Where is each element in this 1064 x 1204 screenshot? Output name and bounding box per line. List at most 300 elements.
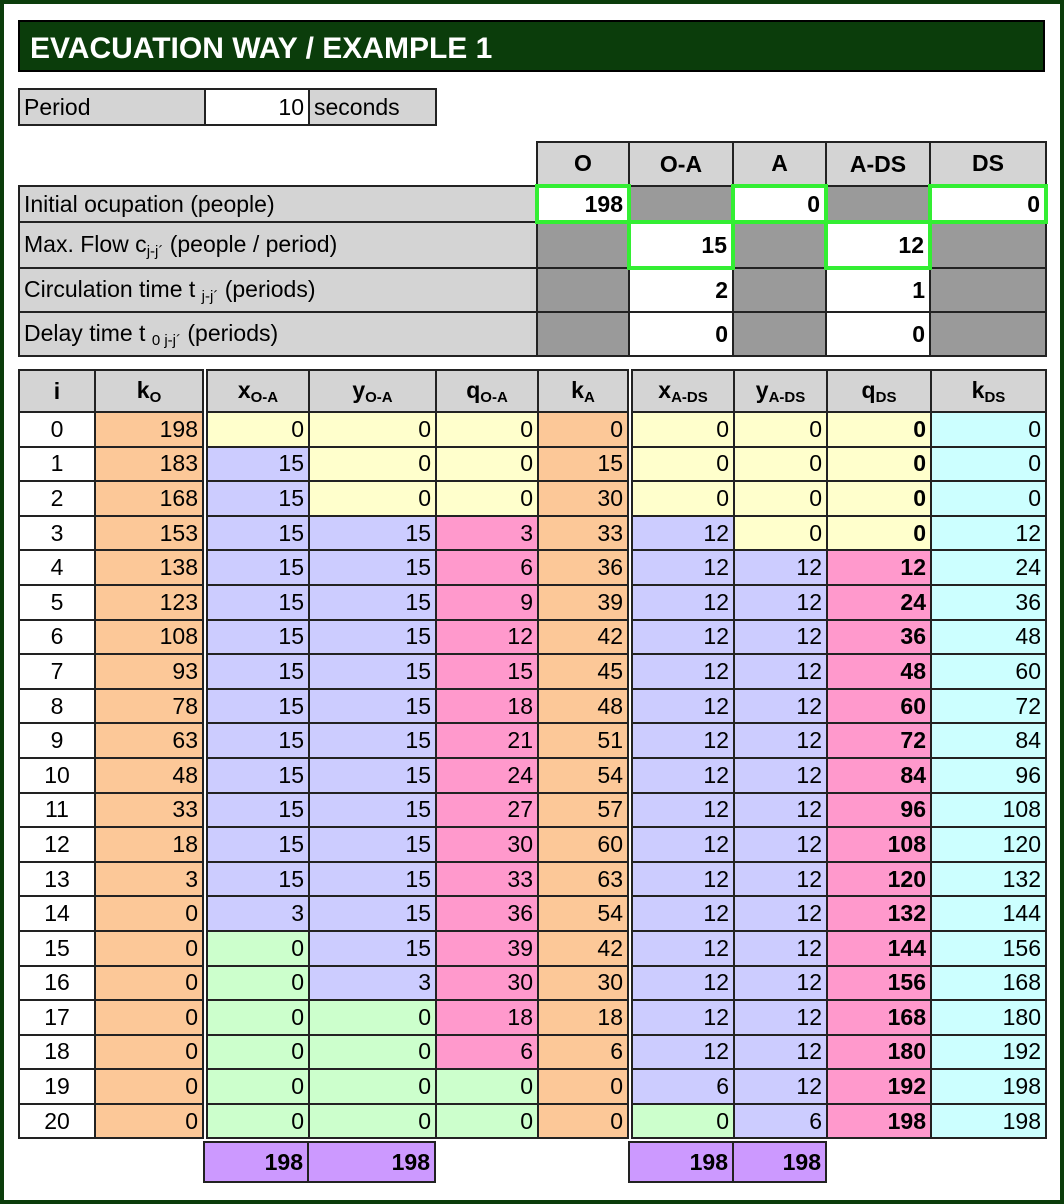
data-cell[interactable]: 123 — [95, 585, 205, 620]
simulation-header-row — [19, 370, 1046, 412]
totals-blank-qoa — [435, 1142, 537, 1182]
total-y-oa[interactable]: 198 — [308, 1142, 435, 1182]
data-cell[interactable]: 12 — [734, 723, 827, 758]
period-table — [18, 88, 437, 126]
data-cell[interactable]: 138 — [95, 550, 205, 585]
data-cell[interactable]: 0 — [205, 931, 309, 966]
data-cell[interactable]: 168 — [827, 1000, 931, 1035]
data-cell[interactable]: 12 — [630, 896, 734, 931]
data-cell[interactable]: 12 — [630, 620, 734, 655]
table-row — [19, 1035, 1046, 1070]
maxflow-oa-cell[interactable]: 15 — [629, 222, 733, 268]
data-cell[interactable]: 0 — [309, 412, 436, 447]
data-cell[interactable]: 12 — [734, 1000, 827, 1035]
data-cell[interactable]: 30 — [538, 481, 630, 516]
data-cell[interactable]: 0 — [309, 481, 436, 516]
table-row — [19, 654, 1046, 689]
data-cell[interactable]: 0 — [734, 412, 827, 447]
data-cell[interactable]: 42 — [538, 931, 630, 966]
row-index: 12 — [19, 827, 95, 862]
data-cell[interactable]: 60 — [538, 827, 630, 862]
data-cell[interactable]: 144 — [931, 896, 1046, 931]
data-cell[interactable]: 6 — [630, 1069, 734, 1104]
data-cell[interactable]: 192 — [931, 1035, 1046, 1070]
circ-ads-cell[interactable]: 1 — [826, 268, 930, 312]
data-cell[interactable]: 84 — [827, 758, 931, 793]
column-header — [734, 370, 827, 412]
data-cell[interactable]: 15 — [309, 654, 436, 689]
row-index: 13 — [19, 862, 95, 897]
totals-table — [18, 1141, 1045, 1183]
delay-ds-gray — [930, 312, 1046, 356]
data-cell[interactable]: 144 — [827, 931, 931, 966]
row-index: 16 — [19, 966, 95, 1001]
total-x-ads[interactable]: 198 — [629, 1142, 733, 1182]
data-cell[interactable]: 48 — [538, 689, 630, 724]
data-cell[interactable]: 84 — [931, 723, 1046, 758]
data-cell[interactable]: 6 — [734, 1104, 827, 1139]
data-cell[interactable]: 15 — [538, 447, 630, 482]
data-cell[interactable]: 18 — [436, 689, 538, 724]
data-cell[interactable]: 33 — [538, 516, 630, 551]
data-cell[interactable]: 15 — [309, 931, 436, 966]
data-cell[interactable]: 12 — [734, 689, 827, 724]
circ-oa-cell[interactable]: 2 — [629, 268, 733, 312]
data-cell[interactable]: 36 — [827, 620, 931, 655]
data-cell[interactable]: 15 — [436, 654, 538, 689]
header-node-ds: DS — [930, 142, 1046, 186]
data-cell[interactable]: 108 — [931, 793, 1046, 828]
column-header-sub: O-A — [480, 388, 508, 406]
data-cell[interactable]: 12 — [827, 550, 931, 585]
data-cell[interactable]: 0 — [309, 1035, 436, 1070]
data-cell[interactable]: 63 — [538, 862, 630, 897]
params-header-blank — [19, 142, 537, 186]
circ-label-pre: Circulation time t — [24, 275, 202, 302]
data-cell[interactable]: 36 — [436, 896, 538, 931]
data-cell[interactable]: 57 — [538, 793, 630, 828]
data-cell[interactable]: 12 — [734, 620, 827, 655]
table-row — [19, 1069, 1046, 1104]
column-header-sub: A — [583, 388, 595, 406]
data-cell[interactable]: 12 — [931, 516, 1046, 551]
data-cell[interactable]: 12 — [734, 550, 827, 585]
data-cell[interactable]: 108 — [95, 620, 205, 655]
data-cell[interactable]: 0 — [827, 481, 931, 516]
column-header-main: k — [971, 376, 985, 403]
data-cell[interactable]: 0 — [95, 1069, 205, 1104]
data-cell[interactable]: 12 — [734, 585, 827, 620]
data-cell[interactable]: 12 — [734, 654, 827, 689]
data-cell[interactable]: 0 — [205, 1104, 309, 1139]
data-cell[interactable]: 15 — [309, 516, 436, 551]
data-cell[interactable]: 15 — [205, 862, 309, 897]
data-cell[interactable]: 12 — [630, 585, 734, 620]
data-cell[interactable]: 72 — [931, 689, 1046, 724]
data-cell[interactable]: 12 — [734, 931, 827, 966]
data-cell[interactable]: 132 — [827, 896, 931, 931]
column-header — [309, 370, 436, 412]
data-cell[interactable]: 15 — [205, 654, 309, 689]
data-cell[interactable]: 132 — [931, 862, 1046, 897]
data-cell[interactable]: 15 — [309, 758, 436, 793]
data-cell[interactable]: 12 — [734, 827, 827, 862]
data-cell[interactable]: 0 — [95, 896, 205, 931]
data-cell[interactable]: 0 — [630, 447, 734, 482]
period-unit: seconds — [309, 89, 436, 125]
column-header — [95, 370, 205, 412]
data-cell[interactable]: 30 — [436, 966, 538, 1001]
delay-o-gray — [537, 312, 629, 356]
maxflow-ads-cell[interactable]: 12 — [826, 222, 930, 268]
maxflow-a-gray — [733, 222, 826, 268]
data-cell[interactable]: 30 — [436, 827, 538, 862]
column-header — [827, 370, 931, 412]
column-header-sub: A-DS — [671, 388, 708, 406]
data-cell[interactable]: 24 — [827, 585, 931, 620]
table-row — [19, 481, 1046, 516]
data-cell[interactable]: 0 — [95, 1000, 205, 1035]
data-cell[interactable]: 18 — [436, 1000, 538, 1035]
data-cell[interactable]: 108 — [827, 827, 931, 862]
row-index: 1 — [19, 447, 95, 482]
row-index: 11 — [19, 793, 95, 828]
column-header-sub: A-DS — [768, 388, 806, 406]
data-cell[interactable]: 12 — [630, 654, 734, 689]
table-row — [19, 412, 1046, 447]
data-cell[interactable]: 0 — [95, 931, 205, 966]
data-cell[interactable]: 12 — [630, 862, 734, 897]
data-cell[interactable]: 21 — [436, 723, 538, 758]
data-cell[interactable]: 0 — [827, 412, 931, 447]
header-node-o: O — [537, 142, 629, 186]
data-cell[interactable]: 0 — [630, 412, 734, 447]
data-cell[interactable]: 15 — [309, 827, 436, 862]
column-header-sub: O-A — [250, 388, 279, 406]
data-cell[interactable]: 48 — [95, 758, 205, 793]
data-cell[interactable]: 12 — [630, 793, 734, 828]
data-cell[interactable]: 12 — [734, 758, 827, 793]
data-cell[interactable]: 0 — [734, 516, 827, 551]
header-link-oa: O-A — [629, 142, 733, 186]
total-x-oa[interactable]: 198 — [204, 1142, 308, 1182]
data-cell[interactable]: 0 — [538, 1104, 630, 1139]
max-flow-label-sub: j-j´ — [146, 242, 164, 260]
data-cell[interactable]: 3 — [205, 896, 309, 931]
data-cell[interactable]: 30 — [538, 966, 630, 1001]
initial-o-cell[interactable]: 198 — [537, 186, 629, 222]
column-header — [19, 370, 95, 412]
data-cell[interactable]: 3 — [436, 516, 538, 551]
data-cell[interactable]: 156 — [931, 931, 1046, 966]
data-cell[interactable]: 12 — [630, 966, 734, 1001]
column-header-sub: O-A — [365, 388, 393, 406]
data-cell[interactable]: 15 — [205, 793, 309, 828]
data-cell[interactable]: 12 — [630, 723, 734, 758]
data-cell[interactable]: 0 — [630, 1104, 734, 1139]
data-cell[interactable]: 0 — [436, 412, 538, 447]
data-cell[interactable]: 9 — [436, 585, 538, 620]
data-cell[interactable]: 15 — [205, 689, 309, 724]
sheet-title: EVACUATION WAY / EXAMPLE 1 — [18, 20, 1045, 72]
data-cell[interactable]: 48 — [827, 654, 931, 689]
max-flow-label-post: (people / period) — [163, 230, 338, 257]
column-header — [931, 370, 1046, 412]
period-label: Period — [19, 89, 205, 125]
data-cell[interactable]: 0 — [538, 1069, 630, 1104]
data-cell[interactable]: 60 — [827, 689, 931, 724]
period-value-cell[interactable]: 10 — [205, 89, 309, 125]
column-header-main: q — [466, 376, 481, 403]
data-cell[interactable]: 24 — [436, 758, 538, 793]
data-cell[interactable]: 15 — [309, 862, 436, 897]
data-cell[interactable]: 96 — [931, 758, 1046, 793]
data-cell[interactable]: 63 — [95, 723, 205, 758]
row-index: 18 — [19, 1035, 95, 1070]
data-cell[interactable]: 51 — [538, 723, 630, 758]
data-cell[interactable]: 0 — [309, 447, 436, 482]
data-cell[interactable]: 15 — [205, 447, 309, 482]
row-index: 6 — [19, 620, 95, 655]
totals-blank-kds — [930, 1142, 1045, 1182]
column-header-main: y — [352, 376, 366, 403]
delay-oa-cell[interactable]: 0 — [629, 312, 733, 356]
data-cell[interactable]: 33 — [436, 862, 538, 897]
data-cell[interactable]: 180 — [931, 1000, 1046, 1035]
total-y-ads[interactable]: 198 — [733, 1142, 826, 1182]
data-cell[interactable]: 15 — [205, 723, 309, 758]
data-cell[interactable]: 12 — [436, 620, 538, 655]
row-index: 8 — [19, 689, 95, 724]
table-row — [19, 827, 1046, 862]
data-cell[interactable]: 54 — [538, 758, 630, 793]
data-cell[interactable]: 198 — [931, 1069, 1046, 1104]
row-index: 19 — [19, 1069, 95, 1104]
data-cell[interactable]: 183 — [95, 447, 205, 482]
header-link-ads: A-DS — [826, 142, 930, 186]
data-cell[interactable]: 0 — [827, 447, 931, 482]
data-cell[interactable]: 60 — [931, 654, 1046, 689]
table-row — [19, 931, 1046, 966]
data-cell[interactable]: 39 — [436, 931, 538, 966]
data-cell[interactable]: 198 — [931, 1104, 1046, 1139]
data-cell[interactable]: 0 — [538, 412, 630, 447]
data-cell[interactable]: 120 — [931, 827, 1046, 862]
data-cell[interactable]: 153 — [95, 516, 205, 551]
table-row — [19, 862, 1046, 897]
data-cell[interactable]: 42 — [538, 620, 630, 655]
data-cell[interactable]: 0 — [205, 1069, 309, 1104]
data-cell[interactable]: 12 — [630, 516, 734, 551]
delay-time-label — [19, 312, 537, 356]
data-cell[interactable]: 0 — [734, 481, 827, 516]
data-cell[interactable]: 39 — [538, 585, 630, 620]
row-index: 17 — [19, 1000, 95, 1035]
data-cell[interactable]: 0 — [205, 966, 309, 1001]
table-row — [19, 620, 1046, 655]
row-index: 2 — [19, 481, 95, 516]
data-cell[interactable]: 15 — [205, 585, 309, 620]
data-cell[interactable]: 15 — [309, 896, 436, 931]
data-cell[interactable]: 78 — [95, 689, 205, 724]
row-index: 5 — [19, 585, 95, 620]
data-cell[interactable]: 3 — [309, 966, 436, 1001]
delay-label-post: (periods) — [181, 319, 279, 346]
data-cell[interactable]: 198 — [95, 412, 205, 447]
table-row — [19, 793, 1046, 828]
data-cell[interactable]: 12 — [630, 689, 734, 724]
maxflow-o-gray — [537, 222, 629, 268]
data-cell[interactable]: 15 — [309, 550, 436, 585]
data-cell[interactable]: 72 — [827, 723, 931, 758]
table-row — [19, 896, 1046, 931]
circ-label-post: (periods) — [218, 275, 316, 302]
data-cell[interactable]: 24 — [931, 550, 1046, 585]
header-node-a: A — [733, 142, 826, 186]
simulation-table — [18, 369, 1047, 1139]
delay-ads-cell[interactable]: 0 — [826, 312, 930, 356]
initial-ds-cell[interactable]: 0 — [930, 186, 1046, 222]
column-header-main: x — [237, 376, 251, 403]
data-cell[interactable]: 0 — [205, 1000, 309, 1035]
data-cell[interactable]: 48 — [931, 620, 1046, 655]
data-cell[interactable]: 156 — [827, 966, 931, 1001]
table-row — [19, 1000, 1046, 1035]
data-cell[interactable]: 18 — [95, 827, 205, 862]
data-cell[interactable]: 0 — [309, 1104, 436, 1139]
column-header — [436, 370, 538, 412]
data-cell[interactable]: 12 — [630, 827, 734, 862]
column-header-main: k — [136, 376, 150, 403]
table-row — [19, 966, 1046, 1001]
row-index: 20 — [19, 1104, 95, 1139]
data-cell[interactable]: 6 — [436, 1035, 538, 1070]
data-cell[interactable]: 168 — [95, 481, 205, 516]
data-cell[interactable]: 0 — [630, 481, 734, 516]
data-cell[interactable]: 0 — [931, 412, 1046, 447]
row-index: 15 — [19, 931, 95, 966]
data-cell[interactable]: 54 — [538, 896, 630, 931]
data-cell[interactable]: 0 — [931, 481, 1046, 516]
data-cell[interactable]: 180 — [827, 1035, 931, 1070]
data-cell[interactable]: 45 — [538, 654, 630, 689]
data-cell[interactable]: 0 — [309, 1069, 436, 1104]
data-cell[interactable]: 192 — [827, 1069, 931, 1104]
column-header-main: i — [53, 377, 61, 404]
totals-blank-qds — [826, 1142, 930, 1182]
column-header — [205, 370, 309, 412]
data-cell[interactable]: 120 — [827, 862, 931, 897]
column-header-main: k — [571, 376, 584, 403]
row-index: 0 — [19, 412, 95, 447]
data-cell[interactable]: 6 — [436, 550, 538, 585]
data-cell[interactable]: 15 — [309, 620, 436, 655]
data-cell[interactable]: 12 — [630, 1000, 734, 1035]
data-cell[interactable]: 0 — [436, 1104, 538, 1139]
data-cell[interactable]: 15 — [309, 723, 436, 758]
data-cell[interactable]: 15 — [205, 758, 309, 793]
data-cell[interactable]: 168 — [931, 966, 1046, 1001]
maxflow-ds-gray — [930, 222, 1046, 268]
initial-a-cell[interactable]: 0 — [733, 186, 826, 222]
table-row — [19, 758, 1046, 793]
table-row — [19, 447, 1046, 482]
column-header-sub: O — [149, 388, 162, 406]
data-cell[interactable]: 12 — [734, 1035, 827, 1070]
data-cell[interactable]: 198 — [827, 1104, 931, 1139]
data-cell[interactable]: 0 — [205, 1035, 309, 1070]
totals-blank-ko — [94, 1142, 204, 1182]
row-index: 3 — [19, 516, 95, 551]
data-cell[interactable]: 15 — [205, 827, 309, 862]
data-cell[interactable]: 0 — [931, 447, 1046, 482]
data-cell[interactable]: 15 — [205, 481, 309, 516]
initial-oa-gray — [629, 186, 733, 222]
data-cell[interactable]: 0 — [95, 1035, 205, 1070]
column-header-main: x — [658, 376, 672, 403]
data-cell[interactable]: 3 — [95, 862, 205, 897]
column-header-main: y — [755, 376, 769, 403]
data-cell[interactable]: 12 — [734, 966, 827, 1001]
row-index: 9 — [19, 723, 95, 758]
table-row — [19, 723, 1046, 758]
data-cell[interactable]: 36 — [931, 585, 1046, 620]
data-cell[interactable]: 18 — [538, 1000, 630, 1035]
data-cell[interactable]: 15 — [309, 793, 436, 828]
data-cell[interactable]: 12 — [630, 758, 734, 793]
data-cell[interactable]: 27 — [436, 793, 538, 828]
table-row — [19, 516, 1046, 551]
data-cell[interactable]: 0 — [436, 1069, 538, 1104]
data-cell[interactable]: 12 — [734, 793, 827, 828]
data-cell[interactable]: 12 — [734, 896, 827, 931]
data-cell[interactable]: 0 — [827, 516, 931, 551]
data-cell[interactable]: 15 — [205, 550, 309, 585]
table-row — [19, 689, 1046, 724]
totals-blank-ka — [537, 1142, 629, 1182]
data-cell[interactable]: 36 — [538, 550, 630, 585]
column-header-sub: DS — [984, 388, 1006, 406]
column-header-sub: DS — [875, 388, 897, 406]
data-cell[interactable]: 0 — [436, 447, 538, 482]
totals-blank-i — [18, 1142, 94, 1182]
data-cell[interactable]: 93 — [95, 654, 205, 689]
circulation-time-label — [19, 268, 537, 312]
data-cell[interactable]: 15 — [309, 689, 436, 724]
data-cell[interactable]: 33 — [95, 793, 205, 828]
data-cell[interactable]: 96 — [827, 793, 931, 828]
data-cell[interactable]: 12 — [630, 550, 734, 585]
data-cell[interactable]: 0 — [95, 1104, 205, 1139]
data-cell[interactable]: 0 — [95, 966, 205, 1001]
data-cell[interactable]: 12 — [734, 1069, 827, 1104]
data-cell[interactable]: 15 — [205, 516, 309, 551]
data-cell[interactable]: 15 — [309, 585, 436, 620]
data-cell[interactable]: 0 — [436, 481, 538, 516]
data-cell[interactable]: 12 — [630, 1035, 734, 1070]
initial-ads-gray — [826, 186, 930, 222]
data-cell[interactable]: 6 — [538, 1035, 630, 1070]
data-cell[interactable]: 0 — [309, 1000, 436, 1035]
delay-a-gray — [733, 312, 826, 356]
data-cell[interactable]: 15 — [205, 620, 309, 655]
circ-a-gray — [733, 268, 826, 312]
data-cell[interactable]: 12 — [734, 862, 827, 897]
circ-label-sub: j-j´ — [201, 287, 219, 305]
data-cell[interactable]: 12 — [630, 931, 734, 966]
data-cell[interactable]: 0 — [734, 447, 827, 482]
data-cell[interactable]: 0 — [205, 412, 309, 447]
